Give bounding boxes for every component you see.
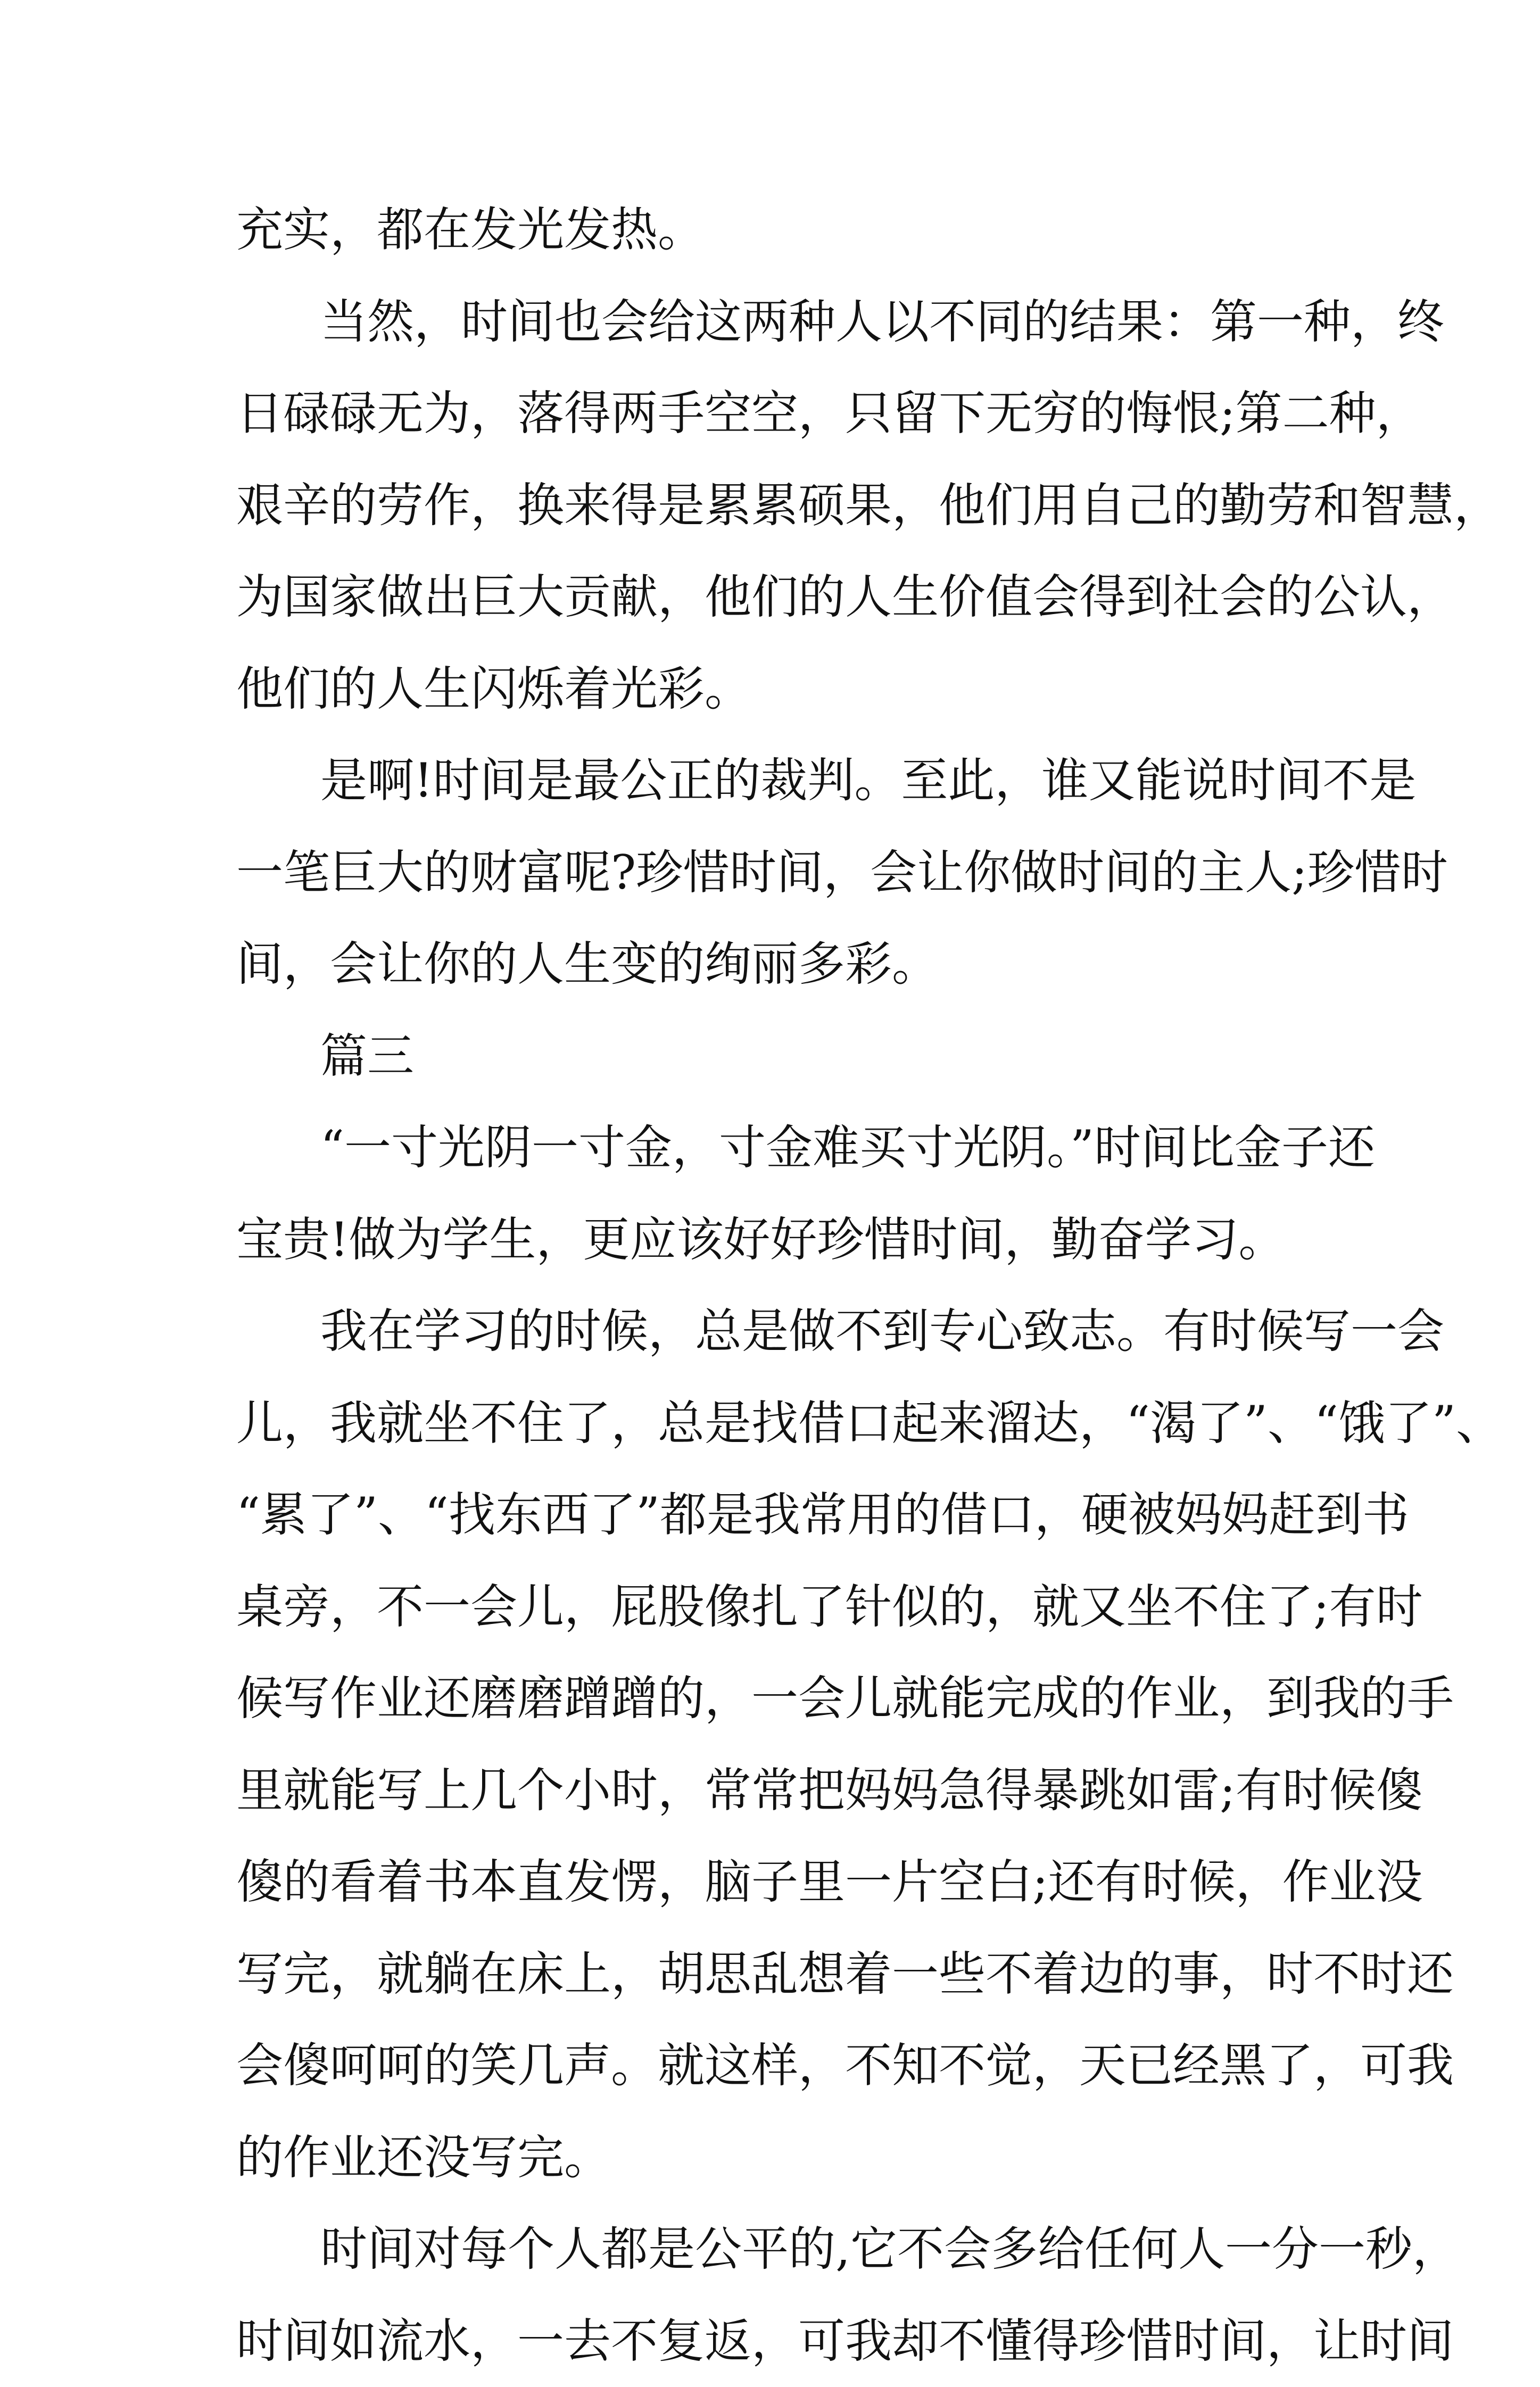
text-line: 桌旁，不一会儿，屁股像扎了针似的，就又坐不住了;有时 bbox=[236, 1561, 1428, 1653]
text-line: 日碌碌无为，落得两手空空，只留下无穷的悔恨;第二种， bbox=[236, 368, 1428, 460]
text-line: 时间对每个人都是公平的,它不会多给任何人一分一秒， bbox=[236, 2203, 1428, 2295]
section-heading: 篇三 bbox=[236, 1010, 1428, 1103]
document-body bbox=[236, 184, 1428, 2387]
text-line: 傻的看着书本直发愣，脑子里一片空白;还有时候，作业没 bbox=[236, 1836, 1428, 1928]
text-line: 候写作业还磨磨蹭蹭的，一会儿就能完成的作业，到我的手 bbox=[236, 1653, 1428, 1745]
text-line: 是啊!时间是最公正的裁判。至此，谁又能说时间不是 bbox=[236, 735, 1428, 827]
text-line: 间，会让你的人生变的绚丽多彩。 bbox=[236, 918, 1428, 1010]
text-line: 艰辛的劳作，换来得是累累硕果，他们用自己的勤劳和智慧， bbox=[236, 460, 1428, 552]
text-line: 时间如流水，一去不复返，可我却不懂得珍惜时间，让时间 bbox=[236, 2295, 1428, 2387]
text-line: “累了”、“找东西了”都是我常用的借口，硬被妈妈赶到书 bbox=[236, 1469, 1428, 1561]
text-line: “一寸光阴一寸金，寸金难买寸光阴。”时间比金子还 bbox=[236, 1102, 1428, 1194]
text-line: 宝贵!做为学生，更应该好好珍惜时间，勤奋学习。 bbox=[236, 1194, 1428, 1286]
text-line: 儿，我就坐不住了，总是找借口起来溜达，“渴了”、“饿了”、 bbox=[236, 1378, 1428, 1470]
text-line: 为国家做出巨大贡献，他们的人生价值会得到社会的公认， bbox=[236, 551, 1428, 643]
text-line: 当然，时间也会给这两种人以不同的结果：第一种，终 bbox=[236, 276, 1428, 368]
text-line: 的作业还没写完。 bbox=[236, 2112, 1428, 2204]
text-line: 充实，都在发光发热。 bbox=[236, 184, 1428, 276]
text-line: 我在学习的时候，总是做不到专心致志。有时候写一会 bbox=[236, 1286, 1428, 1378]
text-line: 里就能写上几个小时，常常把妈妈急得暴跳如雷;有时候傻 bbox=[236, 1745, 1428, 1837]
text-line: 一笔巨大的财富呢?珍惜时间，会让你做时间的主人;珍惜时 bbox=[236, 827, 1428, 919]
text-line: 他们的人生闪烁着光彩。 bbox=[236, 643, 1428, 735]
text-line: 写完，就躺在床上，胡思乱想着一些不着边的事，时不时还 bbox=[236, 1928, 1428, 2020]
text-line: 会傻呵呵的笑几声。就这样，不知不觉，天已经黑了，可我 bbox=[236, 2020, 1428, 2112]
